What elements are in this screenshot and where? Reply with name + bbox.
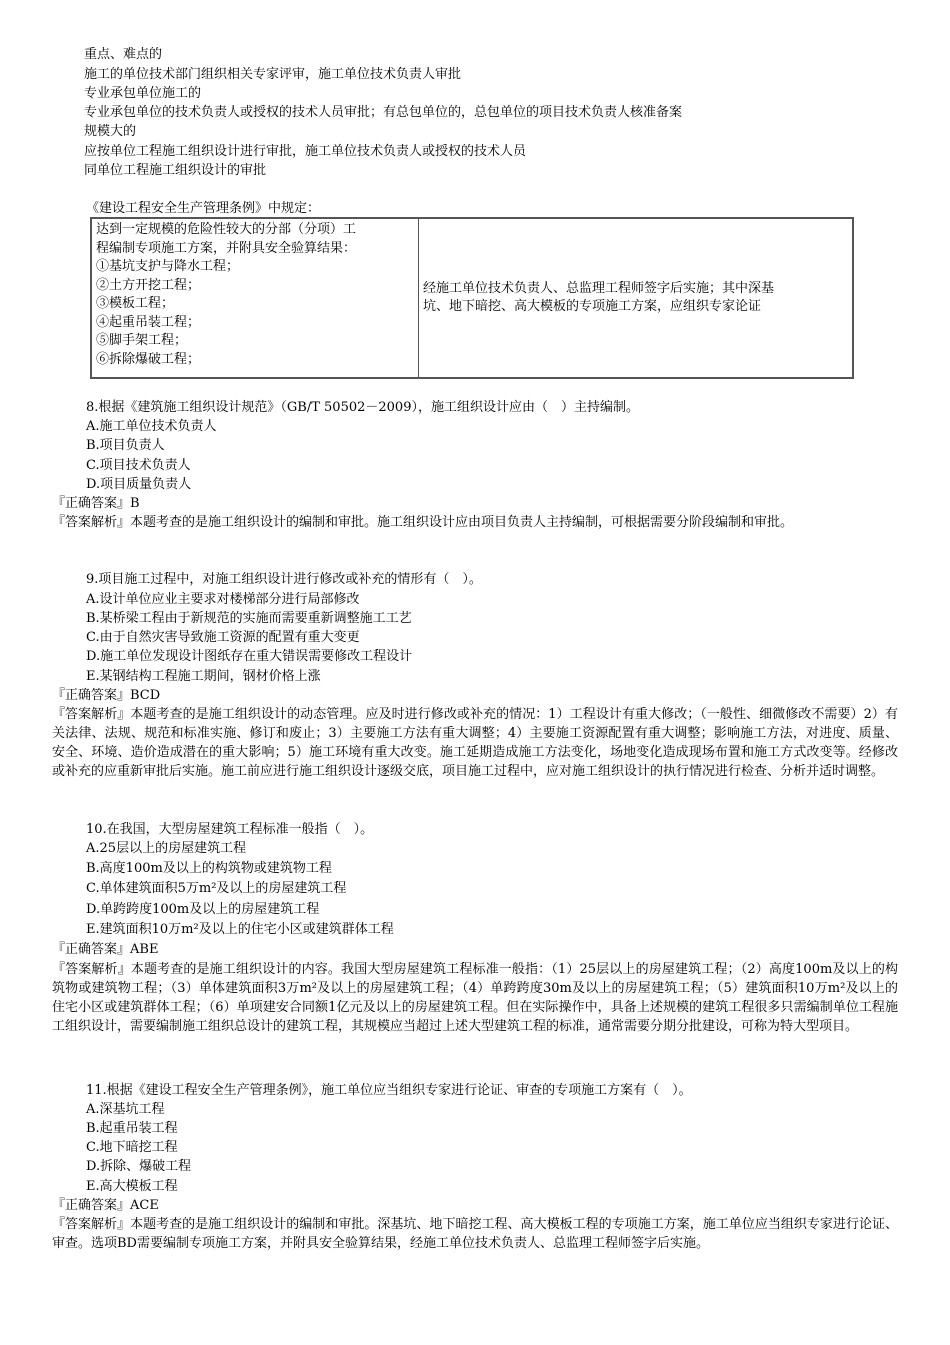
top-line: 规模大的: [84, 124, 137, 139]
option: B.起重吊装工程: [86, 1121, 178, 1136]
option: A.深基坑工程: [86, 1102, 165, 1117]
option: C.地下暗挖工程: [86, 1140, 178, 1155]
answer-analysis: 『答案解析』本题考查的是施工组织设计的动态管理。应及时进行修改或补充的情况：1）工程设计有重大修改；（一般性、细微修改不需要）2）有关法律、法规、规范和标准实施、修订和废止；3）主要施工方法有重大调整；4）主要施工资源配置有重大调整；影响施工方法，对进度、质量、安全、环境、造价造成潜在的重大影响；5）施工环境有重大改变。施工延期造成施工方法变化，场地变化造成现场布置和施工方式改变等。经修改或补充的应重新审批后实施。施工前应进行施工组织设计逐级交底，项目施工过程中，应对施工组织设计的执行情况进行检查、分析并适时调整。: [52, 707, 898, 779]
table-right-cell: [419, 218, 854, 378]
table-text: ④起重吊装工程；: [96, 314, 201, 330]
option: D.单跨跨度100m及以上的房屋建筑工程: [86, 902, 320, 917]
answer-analysis: 『答案解析』本题考查的是施工组织设计的编制和审批。施工组织设计应由项目负责人主持编制，可根据需要分阶段编制和审批。: [52, 515, 794, 530]
table-text: ③模板工程；: [96, 296, 175, 311]
option: A.施工单位技术负责人: [86, 419, 217, 434]
option: D.拆除、爆破工程: [86, 1159, 192, 1174]
top-line: 施工的单位技术部门组织相关专家评审，施工单位技术负责人审批: [84, 67, 462, 82]
table-text: 程编制专项施工方案，并附具安全验算结果：: [96, 240, 357, 256]
option: A.设计单位应业主要求对楼梯部分进行局部修改: [86, 592, 360, 607]
option: E.建筑面积10万m²及以上的住宅小区或建筑群体工程: [86, 922, 394, 937]
top-line: 重点、难点的: [84, 47, 163, 62]
option: E.高大模板工程: [86, 1179, 178, 1194]
table-text: 达到一定规模的危险性较大的分部（分项）工: [96, 222, 357, 237]
answer-analysis: 『答案解析』本题考查的是施工组织设计的内容。我国大型房屋建筑工程标准一般指：（1）25层以上的房屋建筑工程；（2）高度100m及以上的构筑物或建筑物工程；（3）单体建筑面积3万m²及以上的房屋建筑工程；（4）单跨跨度30m及以上的房屋建筑工程；（5）建筑面积10万m²及以上的住宅小区或建筑群体工程；（6）单项建安合同额1亿元及以上的房屋建筑工程。但在实际操作中，具备上述规模的建筑工程很多只需编制单位工程施工组织设计，需要编制施工组织总设计的建筑工程，其规模应当超过上述大型建筑工程的标准，通常需要分期分批建设，可称为特大型项目。: [52, 962, 898, 1034]
question-8: 8.根据《建筑施工组织设计规范》（GB/T 50502－2009），施工组织设计应由（ ）主持编制。: [86, 400, 639, 415]
correct-answer: 『正确答案』ABE: [52, 942, 159, 957]
top-line: 同单位工程施工组织设计的审批: [84, 163, 267, 178]
option: C.项目技术负责人: [86, 458, 191, 473]
top-line: 专业承包单位的技术负责人或授权的技术人员审批；有总包单位的，总包单位的项目技术负责人核准备案: [84, 105, 683, 120]
option: D.项目质量负责人: [86, 477, 192, 492]
option: B.某桥梁工程由于新规范的实施而需要重新调整施工工艺: [86, 611, 412, 626]
option: E.某钢结构工程施工期间，钢材价格上涨: [86, 669, 321, 684]
option: B.高度100m及以上的构筑物或建筑物工程: [86, 861, 332, 876]
correct-answer: 『正确答案』BCD: [52, 688, 161, 703]
table-text: ⑥拆除爆破工程；: [96, 351, 201, 367]
regulation-table: [90, 217, 854, 379]
option: C.由于自然灾害导致施工资源的配置有重大变更: [86, 630, 360, 645]
regulation-intro: 《建设工程安全生产管理条例》中规定：: [86, 201, 321, 216]
question-9: 9.项目施工过程中，对施工组织设计进行修改或补充的情形有（ ）。: [86, 572, 482, 587]
question-11: 11.根据《建设工程安全生产管理条例》，施工单位应当组织专家进行论证、审查的专项施工方案有（ ）。: [86, 1083, 692, 1098]
top-line: 应按单位工程施工组织设计进行审批，施工单位技术负责人或授权的技术人员: [84, 144, 527, 159]
option: A.25层以上的房屋建筑工程: [86, 841, 247, 856]
question-10: 10.在我国，大型房屋建筑工程标准一般指（ ）。: [86, 822, 374, 837]
table-left-cell: [91, 218, 419, 378]
table-text: ②土方开挖工程；: [96, 277, 201, 293]
table-text: 经施工单位技术负责人、总监理工程师签字后实施；其中深基: [423, 280, 775, 296]
option: D.施工单位发现设计图纸存在重大错误需要修改工程设计: [86, 649, 413, 664]
correct-answer: 『正确答案』B: [52, 496, 140, 511]
correct-answer: 『正确答案』ACE: [52, 1198, 159, 1213]
table-text: 坑、地下暗挖、高大模板的专项施工方案，应组织专家论证: [423, 299, 762, 314]
table-text: ①基坑支护与降水工程；: [96, 259, 240, 274]
option: C.单体建筑面积5万m²及以上的房屋建筑工程: [86, 881, 347, 896]
table-text: ⑤脚手架工程；: [96, 333, 188, 348]
answer-analysis: 『答案解析』本题考查的是施工组织设计的编制和审批。深基坑、地下暗挖工程、高大模板工程的专项施工方案，施工单位应当组织专家进行论证、审查。选项BD需要编制专项施工方案，并附具安全验算结果，经施工单位技术负责人、总监理工程师签字后实施。: [52, 1217, 898, 1251]
top-line: 专业承包单位施工的: [84, 86, 202, 101]
option: B.项目负责人: [86, 438, 165, 453]
